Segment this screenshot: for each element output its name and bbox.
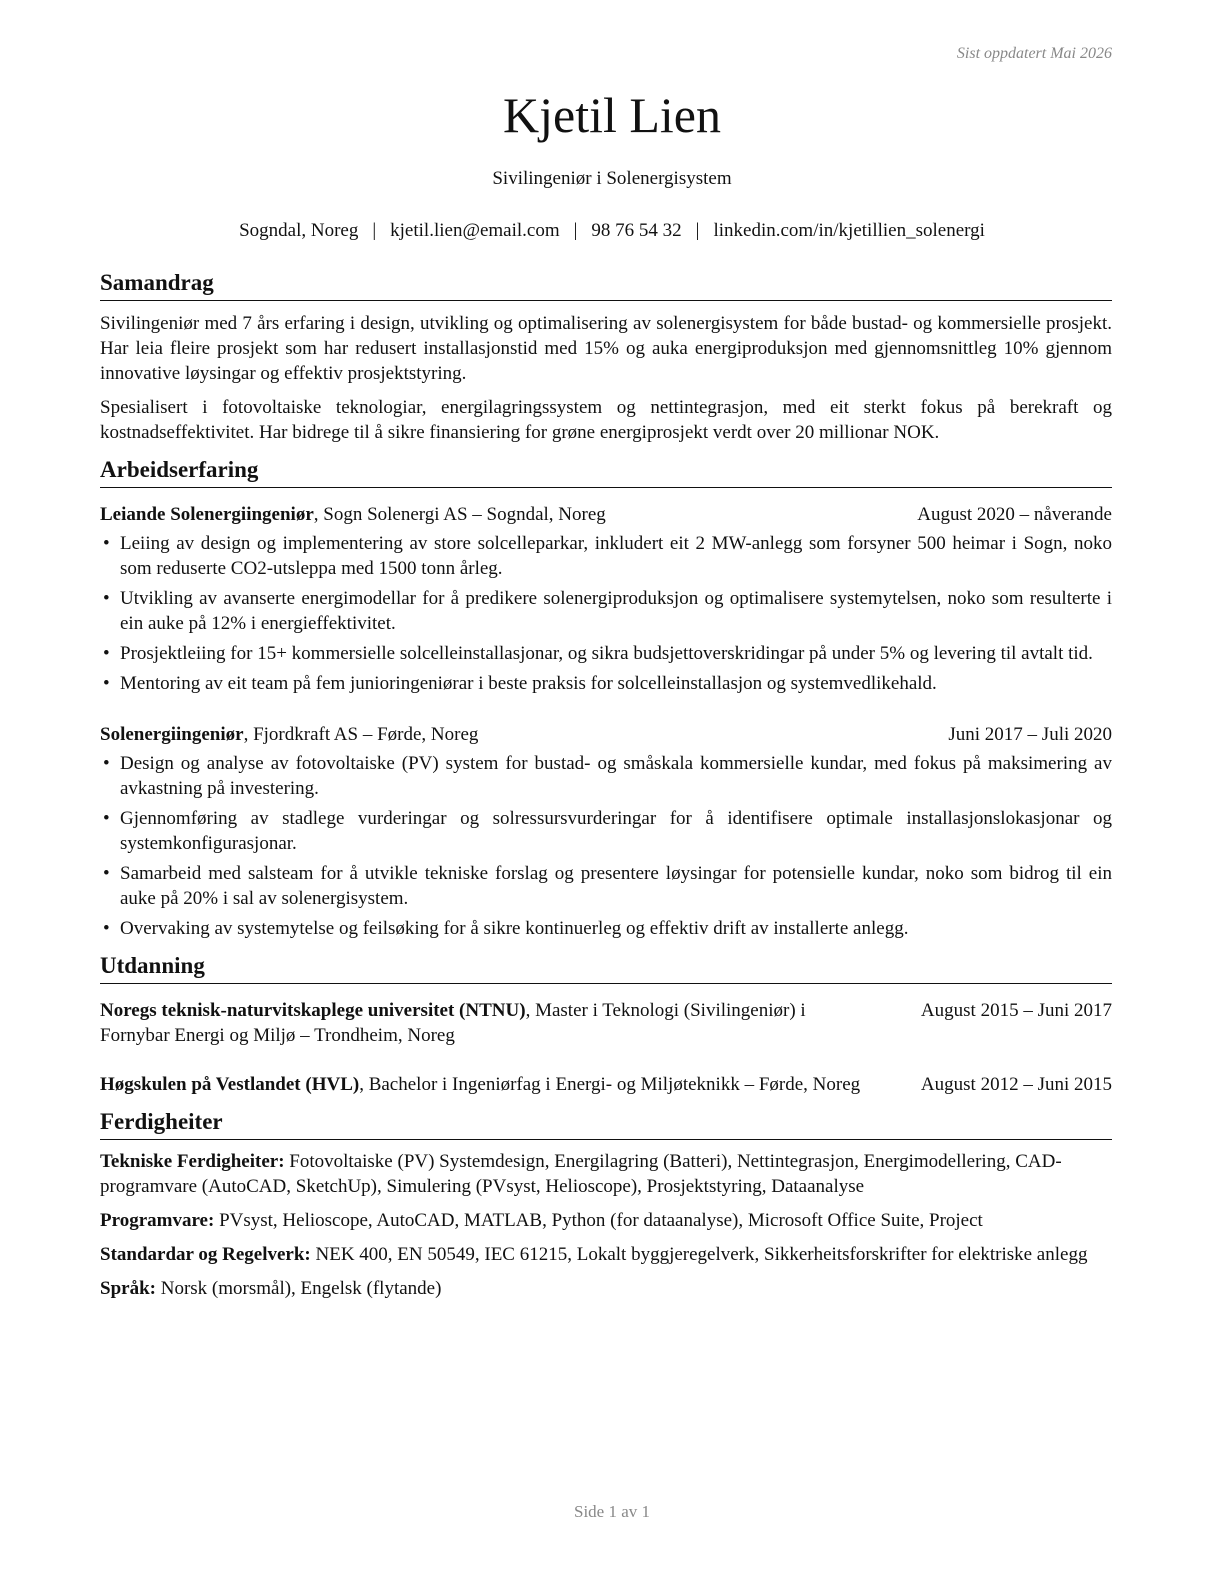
job-header [100, 722, 1112, 747]
job-header [100, 502, 1112, 527]
job-company: , Sogn Solenergi AS – Sogndal, Noreg [313, 504, 606, 525]
job-entry [100, 502, 1112, 696]
contact-line [0, 220, 1224, 242]
contact-location: Sogndal, Noreg [239, 220, 359, 241]
section-heading: Utdanning [100, 951, 1112, 984]
skill-row [100, 1242, 1112, 1267]
job-bullets [100, 751, 1112, 941]
school-name: Noregs teknisk-naturvitskaplege universitet (NTNU) [100, 1000, 526, 1021]
contact-email[interactable]: kjetil.lien@email.com [390, 220, 560, 241]
skill-row [100, 1276, 1112, 1301]
education-section [100, 951, 1112, 1097]
education-description [100, 998, 880, 1048]
job-dates: Juni 2017 – Juli 2020 [948, 724, 1112, 745]
job-dates: August 2020 – nåverande [917, 504, 1112, 525]
school-name: Høgskulen på Vestlandet (HVL) [100, 1074, 360, 1095]
summary-paragraph: Sivilingeniør med 7 års erfaring i design, utvikling og optimalisering av solenergisystem for både bustad- og kommersielle prosjekt. Har leia fleire prosjekt som har redusert installasjonstid med 15% og auka energiproduksjon med gjennomsnittleg 10% gjennom innovative løysingar og effektiv prosjektstyring. [100, 313, 1112, 384]
candidate-title: Sivilingeniør i Solenergisystem [492, 168, 732, 189]
degree-detail: , Bachelor i Ingeniørfag i Energi- og Miljøteknikk – Førde, Noreg [359, 1074, 861, 1095]
skill-label: Tekniske Ferdigheiter: [100, 1151, 285, 1172]
skill-value: PVsyst, Helioscope, AutoCAD, MATLAB, Python (for dataanalyse), Microsoft Office Suite, Project [214, 1210, 983, 1231]
page-number: Side 1 av 1 [573, 1502, 651, 1521]
list-item: • Mentoring av eit team på fem junioringeniørar i beste praksis for solcelleinstallasjon og systemvedlikehald. [100, 671, 1112, 696]
job-role: Leiande Solenergiingeniør [100, 504, 314, 525]
section-heading: Samandrag [100, 268, 1112, 301]
list-item: • Design og analyse av fotovoltaiske (PV) system for bustad- og småskala kommersielle kundar, med fokus på maksimering av avkastning på investering. [100, 751, 1112, 801]
contact-linkedin[interactable]: linkedin.com/in/kjetillien_solenergi [713, 220, 985, 241]
list-item: • Samarbeid med salsteam for å utvikle tekniske forslag og presentere løysingar for potensielle kundar, noko som bidrog til ein auke på 20% i sal av solenergisystem. [100, 861, 1112, 911]
skill-value: Fotovoltaiske (PV) Systemdesign, Energilagring (Batteri), Nettintegrasjon, Energimodellering, CAD-programvare (AutoCAD, SketchUp), Simulering (PVsyst, Helioscope), Prosjektstyring, Dataanalyse [100, 1151, 1062, 1197]
experience-section [100, 455, 1112, 941]
separator: | [695, 220, 700, 241]
section-heading: Arbeidserfaring [100, 455, 1112, 488]
skill-value: NEK 400, EN 50549, IEC 61215, Lokalt byggjeregelverk, Sikkerheitsforskrifter for elektriske anlegg [310, 1244, 1088, 1265]
job-title-line [100, 722, 478, 747]
contact-phone: 98 76 54 32 [591, 220, 682, 241]
job-company: , Fjordkraft AS – Førde, Noreg [243, 724, 479, 745]
job-entry [100, 722, 1112, 941]
job-role: Solenergiingeniør [100, 724, 244, 745]
list-item: • Prosjektleiing for 15+ kommersielle solcelleinstallasjonar, og sikra budsjettoverskridingar på under 5% og levering til avtalt tid. [100, 641, 1112, 666]
candidate-name: Kjetil Lien [503, 87, 721, 143]
skill-label: Programvare: [100, 1210, 215, 1231]
education-dates: August 2015 – Juni 2017 [920, 1000, 1112, 1021]
skill-label: Språk: [100, 1278, 156, 1299]
separator: | [372, 220, 377, 241]
list-item: • Leiing av design og implementering av store solcelleparkar, inkludert eit 2 MW-anlegg som forsyner 500 heimar i Sogn, noko som reduserte CO2-utsleppa med 1500 tonn årleg. [100, 531, 1112, 581]
skills-section [100, 1107, 1112, 1301]
education-entry [100, 1072, 1112, 1097]
list-item: • Overvaking av systemytelse og feilsøking for å sikre kontinuerleg og effektiv drift av installerte anlegg. [100, 916, 1112, 941]
job-bullets [100, 531, 1112, 696]
summary-paragraph: Spesialisert i fotovoltaiske teknologiar, energilagringssystem og nettintegrasjon, med eit sterkt fokus på berekraft og kostnadseffektivitet. Har bidrege til å sikre finansiering for grøne energiprosjekt verdt over 20 millionar NOK. [100, 397, 1112, 443]
last-updated: Sist oppdatert Mai 2026 [956, 45, 1112, 62]
job-title-line [100, 502, 606, 527]
education-entry [100, 998, 1112, 1048]
skill-value: Norsk (morsmål), Engelsk (flytande) [155, 1278, 442, 1299]
education-description [100, 1072, 880, 1097]
section-heading: Ferdigheiter [100, 1107, 1112, 1140]
skill-row [100, 1208, 1112, 1233]
skill-row [100, 1149, 1112, 1199]
list-item: • Utvikling av avanserte energimodellar for å predikere solenergiproduksjon og optimalisere systemytelsen, noko som resulterte i ein auke på 12% i energieffektivitet. [100, 586, 1112, 636]
separator: | [573, 220, 578, 241]
degree-detail: , Master i Teknologi (Sivilingeniør) i Fornybar Energi og Miljø – Trondheim, Noreg [100, 1000, 806, 1046]
list-item: • Gjennomføring av stadlege vurderingar og solressursvurderingar for å identifisere optimale installasjonslokasjonar og systemkonfigurasjonar. [100, 806, 1112, 856]
education-dates: August 2012 – Juni 2015 [920, 1074, 1112, 1095]
skill-label: Standardar og Regelverk: [100, 1244, 311, 1265]
resume-content [100, 268, 1112, 1311]
summary-section [100, 268, 1112, 445]
